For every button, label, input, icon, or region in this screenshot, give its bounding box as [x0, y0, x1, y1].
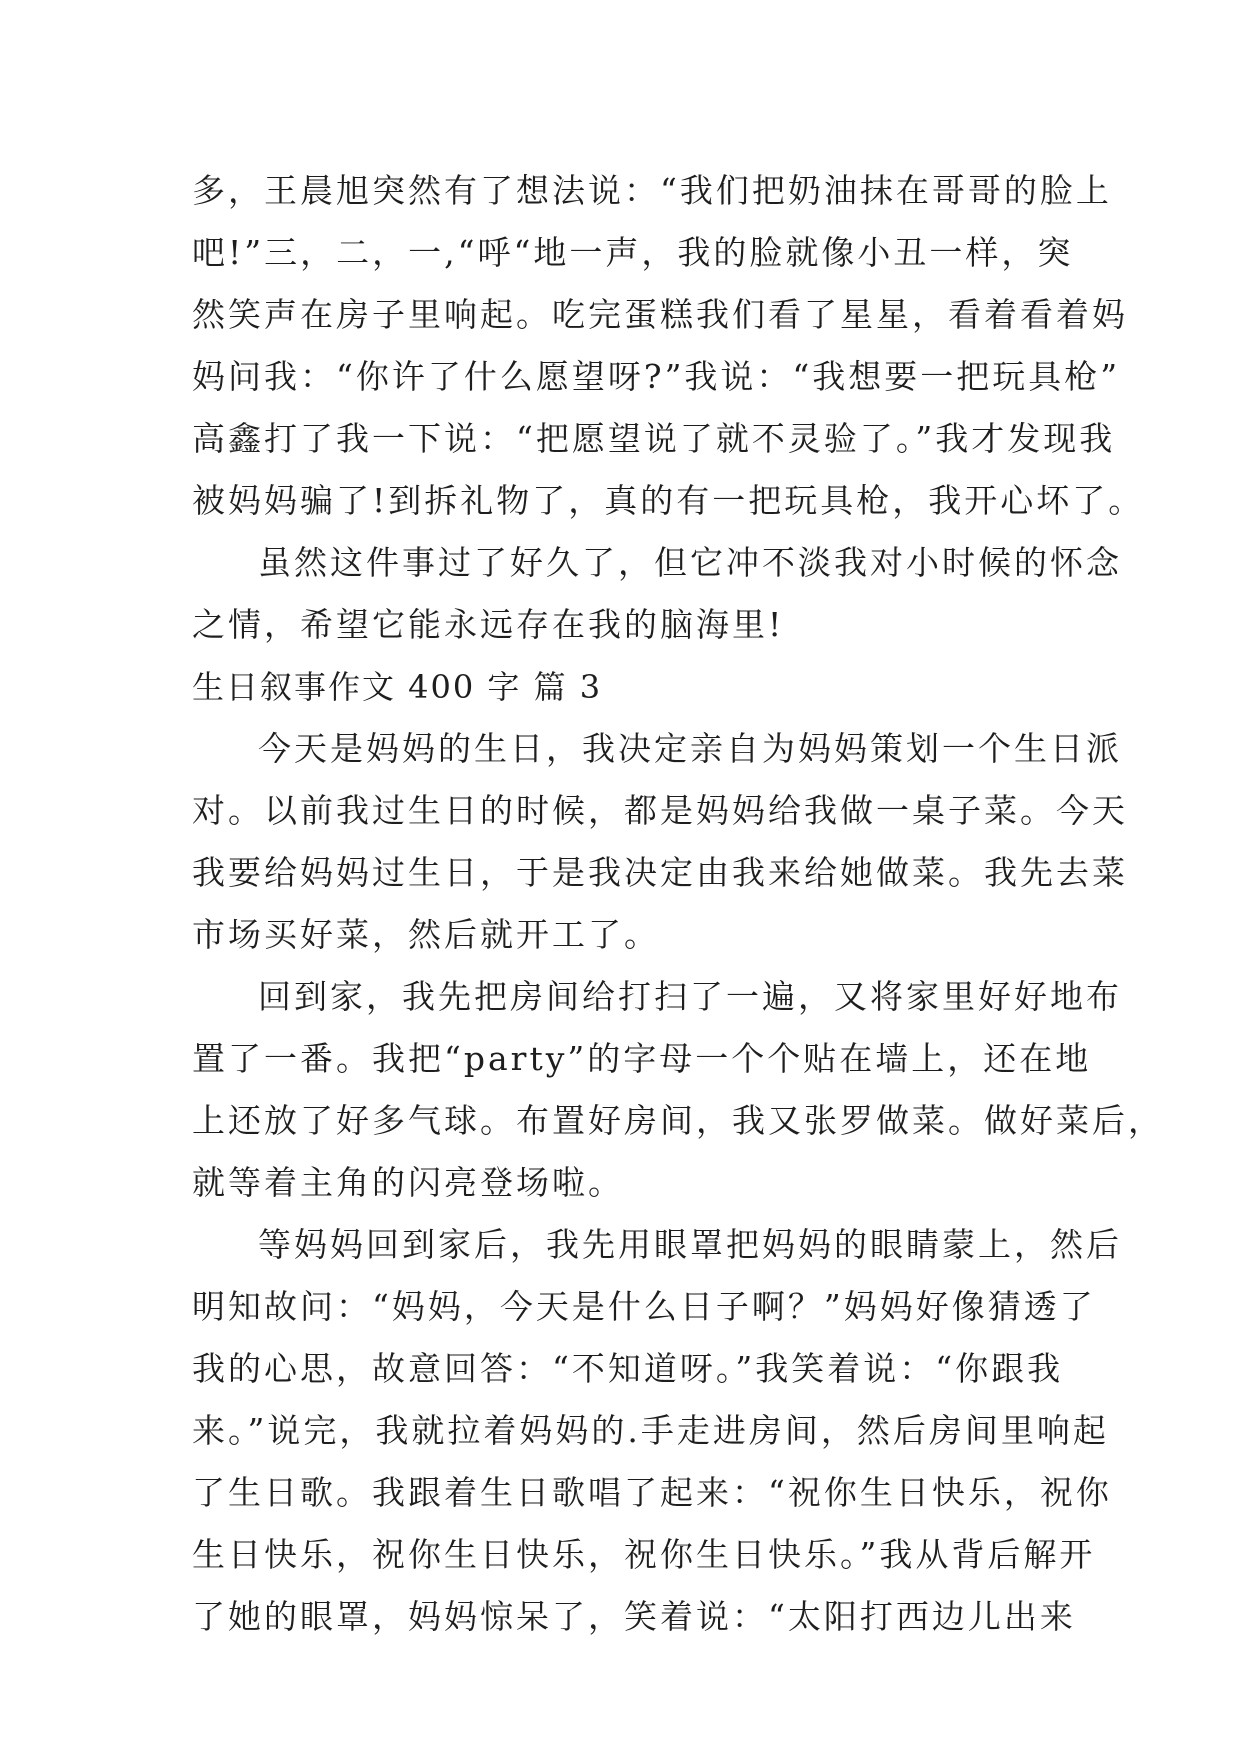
- paragraph-first-line: 今天是妈妈的生日，我决定亲自为妈妈策划一个生日派: [258, 729, 1122, 768]
- text-line: 多，王晨旭突然有了想法说：“我们把奶油抹在哥哥的脸上: [192, 171, 1112, 210]
- text-line: 置了一番。我把“party”的字母一个个贴在墙上，还在地: [192, 1039, 1092, 1078]
- text-line: 了她的眼罩，妈妈惊呆了，笑着说：“太阳打西边儿出来: [192, 1597, 1076, 1636]
- text-line: 吧!”三，二，一,“呼“地一声，我的脸就像小丑一样，突: [192, 233, 1074, 272]
- paragraph-first-line: 回到家，我先把房间给打扫了一遍，又将家里好好地布: [258, 977, 1122, 1016]
- text-line: 对。以前我过生日的时候，都是妈妈给我做一桌子菜。今天: [192, 791, 1128, 830]
- text-line: 之情，希望它能永远存在我的脑海里!: [192, 605, 785, 644]
- text-line: 然笑声在房子里响起。吃完蛋糕我们看了星星，看着看着妈: [192, 295, 1128, 334]
- text-line: 生日快乐，祝你生日快乐，祝你生日快乐。”我从背后解开: [192, 1535, 1096, 1574]
- text-line: 了生日歌。我跟着生日歌唱了起来：“祝你生日快乐，祝你: [192, 1473, 1112, 1512]
- text-line: 明知故问：“妈妈，今天是什么日子啊？”妈妈好像猜透了: [192, 1287, 1096, 1326]
- text-line: 我要给妈妈过生日，于是我决定由我来给她做菜。我先去菜: [192, 853, 1128, 892]
- text-line: 来。”说完，我就拉着妈妈的.手走进房间，然后房间里响起: [192, 1411, 1109, 1450]
- text-line: 市场买好菜，然后就开工了。: [192, 915, 660, 954]
- text-line: 被妈妈骗了!到拆礼物了，真的有一把玩具枪，我开心坏了。: [192, 481, 1145, 520]
- document-body: [192, 160, 1164, 1648]
- text-line: 妈问我：“你许了什么愿望呀?”我说：“我想要一把玩具枪”: [192, 357, 1121, 396]
- paragraph-first-line: 等妈妈回到家后，我先用眼罩把妈妈的眼睛蒙上，然后: [258, 1225, 1122, 1264]
- paragraph-first-line: 虽然这件事过了好久了，但它冲不淡我对小时候的怀念: [258, 543, 1122, 582]
- text-line: 我的心思，故意回答：“不知道呀。”我笑着说：“你跟我: [192, 1349, 1064, 1388]
- text-line: 就等着主角的闪亮登场啦。: [192, 1163, 624, 1202]
- text-line: 高鑫打了我一下说：“把愿望说了就不灵验了。”我才发现我: [192, 419, 1116, 458]
- text-line: 上还放了好多气球。布置好房间，我又张罗做菜。做好菜后，: [192, 1101, 1164, 1140]
- section-heading: 生日叙事作文 400 字 篇 3: [192, 668, 603, 706]
